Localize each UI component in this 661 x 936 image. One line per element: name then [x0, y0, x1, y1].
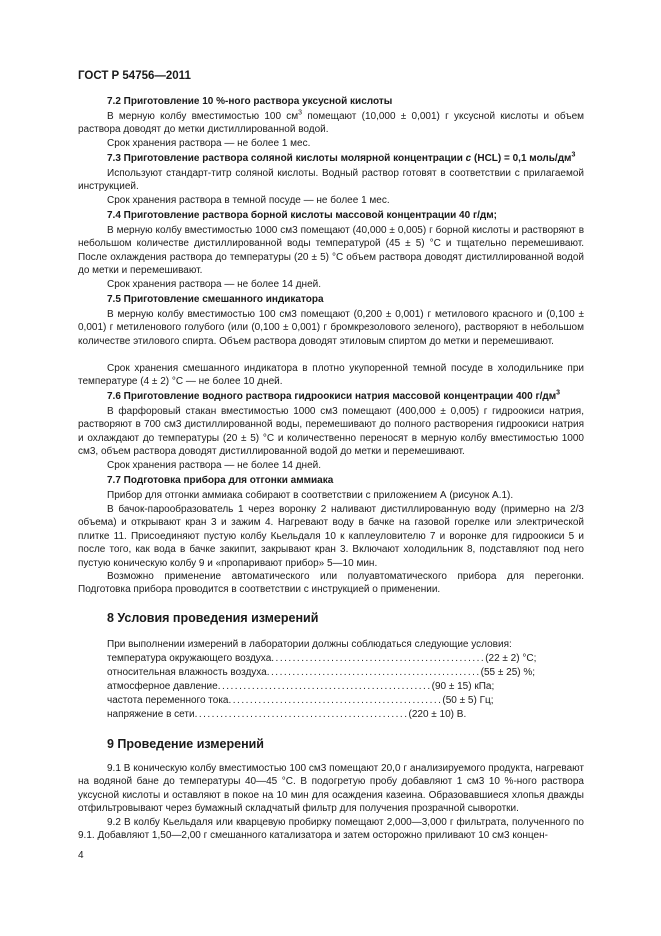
- para-7-2-1-b: помещают (10,000 ± 0,001) г уксусной кислоты и объем раствора доводят до метки дистиллированной водой.: [78, 111, 585, 136]
- condition-label: напряжение в сети: [107, 709, 195, 720]
- heading-7-3-a: 7.3 Приготовление раствора соляной кислоты молярной концентрации: [107, 153, 466, 164]
- section-8-title: 8 Условия проведения измерений: [107, 611, 319, 625]
- para-7-7-1: Прибор для отгонки аммиака собирают в соответствии с приложением А (рисунок А.1).: [107, 490, 514, 501]
- condition-row: [107, 681, 495, 692]
- section-9-title: 9 Проведение измерений: [107, 737, 264, 751]
- para-7-6-2: Срок хранения раствора — не более 14 дней.: [107, 460, 322, 471]
- para-7-3-2: Срок хранения раствора в темной посуде — не более 1 мес.: [107, 195, 390, 206]
- para-7-5-1: В мерную колбу вместимостью 100 см3 помещают (0,200 ± 0,001) г метилового красного и (0,100 ± 0,001) г метиленового голубого (или (0,100 ± 0,001) г бромкрезолового зеленого), растворяют в небольшом количестве этилового спирта. Объем раствора доводят этиловым спиртом до метки и перемешивают.: [78, 309, 584, 347]
- para-7-2-2: Срок хранения раствора — не более 1 мес.: [107, 138, 311, 149]
- condition-row: [107, 695, 494, 706]
- para-7-2-1-a: В мерную колбу вместимостью 100 см: [107, 111, 299, 122]
- section-8-intro: При выполнении измерений в лаборатории должны соблюдаться следующие условия:: [107, 639, 512, 650]
- para-7-2-1: [78, 110, 584, 137]
- para-7-7-3: Возможно применение автоматического или полуавтоматического прибора для перегонки. Подготовка прибора проводится в соответствии с инструкцией о применении.: [78, 571, 584, 596]
- heading-7-6-a: 7.6 Приготовление водного раствора гидроокиси натрия массовой концентрации 400 г/дм: [107, 391, 557, 402]
- condition-row: [107, 667, 536, 678]
- condition-label: относительная влажность воздуха: [107, 667, 267, 678]
- condition-value: (55 ± 25) %;: [480, 667, 536, 678]
- para-9-1: 9.1 В коническую колбу вместимостью 100 см3 помещают 20,0 г анализируемого продукта, нагревают на водяной бане до температуры 40—45 °С. В подогретую пробу добавляют 1 см3 10 %-ного раствора уксусной кислоты и оставляют в покое на 10 мин для осаждения казеина. Образовавшиеся хлопья дважды отфильтровывают через бумажный складчатый фильтр для получения прозрачной сыворотки.: [78, 763, 584, 815]
- heading-7-4: 7.4 Приготовление раствора борной кислоты массовой концентрации 40 г/дм;: [107, 210, 497, 221]
- heading-7-6: [107, 391, 560, 402]
- leader-dots: ..................................................: [228, 695, 443, 706]
- leader-dots: ..................................................: [217, 681, 432, 692]
- sup-cm3: 3: [298, 109, 303, 117]
- para-7-7-2: В бачок-парообразователь 1 через воронку 2 наливают дистиллированную воду (примерно на 2/3 объема) и открывают кран 3 и зажим 4. Нагревают воду в бачке на газовой горелке или электрической плитке 11. Присоединяют пустую колбу Кьельдаля 10 к каплеуловителю 7 и воронке для гидроокиси 5 и после того, как вода в бачке закипит, закрывают кран 3. Включают холодильник 8, подставляют под него пустую коническую колбу 9 и «пропаривают прибор» 5—10 мин.: [78, 504, 584, 569]
- condition-label: частота переменного тока: [107, 695, 229, 706]
- heading-7-7: 7.7 Подготовка прибора для отгонки аммиака: [107, 475, 334, 486]
- page-number: 4: [78, 850, 84, 861]
- para-7-4-1: В мерную колбу вместимостью 1000 см3 помещают (40,000 ± 0,005) г борной кислоты и растворяют в небольшом количестве дистиллированной воды температурой (45 ± 5) °С и тщательно перемешивают. После охлаждения раствора до температуры (20 ± 5) °С объем раствора доводят дистиллированной водой до метки и перемешивают.: [78, 225, 584, 277]
- heading-7-3-b: (HCL) = 0,1 моль/дм: [471, 153, 572, 164]
- heading-7-2: 7.2 Приготовление 10 %-ного раствора уксусной кислоты: [107, 96, 393, 107]
- condition-value: (50 ± 5) Гц;: [442, 695, 494, 706]
- heading-7-3-c: с: [465, 153, 472, 164]
- condition-value: (22 ± 2) °С;: [485, 653, 537, 664]
- para-7-4-2: Срок хранения раствора — не более 14 дней.: [107, 279, 322, 290]
- condition-value: (90 ± 15) кПа;: [431, 681, 495, 692]
- leader-dots: ..................................................: [194, 709, 409, 720]
- condition-row: [107, 653, 537, 664]
- heading-7-5: 7.5 Приготовление смешанного индикатора: [107, 294, 324, 305]
- sup-dm3-b: 3: [556, 389, 561, 397]
- leader-dots: ..................................................: [271, 653, 486, 664]
- condition-label: атмосферное давление: [107, 681, 218, 692]
- condition-value: (220 ± 10) В.: [408, 709, 467, 720]
- para-7-5-2: Срок хранения смешанного индикатора в плотно укупоренной темной посуде в холодильнике при температуре (4 ± 2) °С — не более 10 дней.: [78, 363, 584, 388]
- condition-label: температура окружающего воздуха: [107, 653, 272, 664]
- para-7-6-1: В фарфоровый стакан вместимостью 1000 см3 помещают (400,000 ± 0,005) г гидроокиси натрия, растворяют в 700 см3 дистиллированной воды, перемешивают до полного растворения гидроокиси натрия и охлаждают до температуры (20 ± 5) °С и количественно переносят в мерную колбу вместимостью 1000 см3, объем раствора доводят дистиллированной водой до метки и перемешивают.: [78, 406, 584, 458]
- para-9-2: 9.2 В колбу Кьельдаля или кварцевую пробирку помещают 2,000—3,000 г фильтрата, полученного по 9.1. Добавляют 1,50—2,00 г смешанного катализатора и затем осторожно приливают 10 см3 концен-: [78, 817, 584, 842]
- para-7-3-1: Используют стандарт-титр соляной кислоты. Водный раствор готовят в соответствии с прилагаемой инструкцией.: [78, 168, 584, 193]
- document-header: ГОСТ Р 54756—2011: [78, 70, 191, 82]
- condition-row: [107, 709, 467, 720]
- heading-7-3: [107, 153, 575, 164]
- leader-dots: ..................................................: [266, 667, 481, 678]
- sup-dm3: 3: [571, 151, 576, 159]
